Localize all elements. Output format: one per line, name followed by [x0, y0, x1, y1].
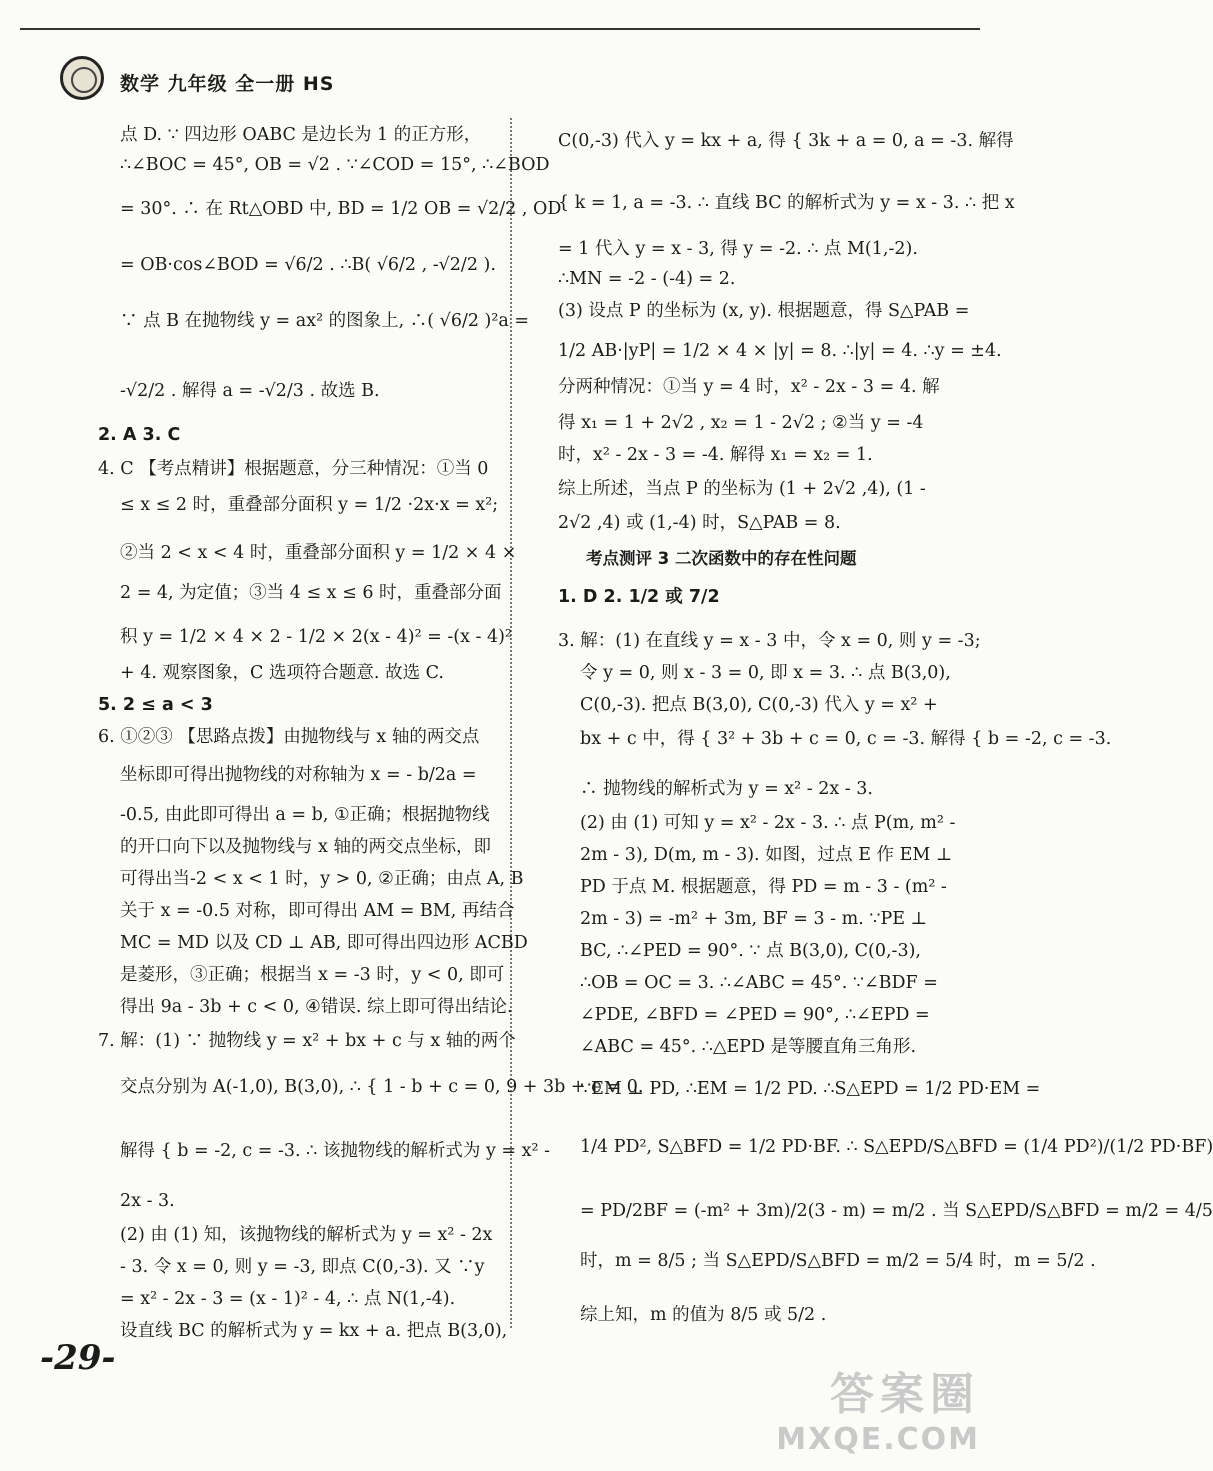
text-line: - 3. 令 x = 0, 则 y = -3, 即点 C(0,-3). 又 ∵y: [120, 1257, 485, 1277]
text-line: 设直线 BC 的解析式为 y = kx + a. 把点 B(3,0),: [120, 1321, 508, 1341]
publisher-logo-icon: [60, 56, 104, 100]
text-line: -0.5, 由此即可得出 a = b, ①正确；根据抛物线: [120, 805, 490, 825]
answer-line: 5. 2 ≤ a < 3: [98, 695, 213, 715]
text-line: 时，m = 8/5 ; 当 S△EPD/S△BFD = m/2 = 5/4 时，m = 5/2 .: [580, 1251, 1096, 1271]
answer-line: 3. 解：(1) 在直线 y = x - 3 中，令 x = 0, 则 y = -3;: [558, 631, 981, 651]
text-line: 分两种情况：①当 y = 4 时，x² - 2x - 3 = 4. 解: [558, 377, 940, 397]
watermark-line: 答案圈: [830, 1369, 980, 1420]
page-number: -29-: [40, 1338, 116, 1378]
text-line: 可得出当-2 < x < 1 时，y > 0, ②正确；由点 A, B: [120, 869, 524, 889]
text-line: 1/4 PD², S△BFD = 1/2 PD·BF. ∴ S△EPD/S△BFD = (1/4 PD²)/(1/2 PD·BF): [580, 1137, 1213, 1157]
text-line: = 30°. ∴ 在 Rt△OBD 中, BD = 1/2 OB = √2/2 , OD: [120, 199, 562, 219]
text-line: 积 y = 1/2 × 4 × 2 - 1/2 × 2(x - 4)² = -(x - 4)²: [120, 627, 512, 647]
text-line: ∠ABC = 45°. ∴△EPD 是等腰直角三角形.: [580, 1037, 917, 1057]
text-line: (2) 由 (1) 知，该抛物线的解析式为 y = x² - 2x: [120, 1225, 493, 1245]
section-title: 考点测评 3 二次函数中的存在性问题: [586, 549, 857, 568]
answer-line: 4. C 【考点精讲】根据题意，分三种情况：①当 0: [98, 459, 489, 479]
text-line: 时，x² - 2x - 3 = -4. 解得 x₁ = x₂ = 1.: [558, 445, 873, 465]
page-header: [62, 62, 334, 102]
text-line: ∵ 点 B 在抛物线 y = ax² 的图象上, ∴( √6/2 )²a =: [120, 311, 530, 331]
answer-line: 1. D 2. 1/2 或 7/2: [558, 587, 720, 607]
text-line: 综上知，m 的值为 8/5 或 5/2 .: [580, 1305, 827, 1325]
text-line: 2√2 ,4) 或 (1,-4) 时，S△PAB = 8.: [558, 513, 841, 533]
answer-line: 7. 解：(1) ∵ 抛物线 y = x² + bx + c 与 x 轴的两个: [98, 1031, 516, 1051]
site-watermark: [776, 1358, 980, 1457]
text-line: BC, ∴∠PED = 90°. ∵ 点 B(3,0), C(0,-3),: [580, 941, 921, 961]
text-line: 令 y = 0, 则 x - 3 = 0, 即 x = 3. ∴ 点 B(3,0),: [580, 663, 951, 683]
text-line: = PD/2BF = (-m² + 3m)/2(3 - m) = m/2 . 当 S△EPD/S△BFD = m/2 = 4/5: [580, 1201, 1213, 1221]
text-line: -√2/2 . 解得 a = -√2/3 . 故选 B.: [120, 381, 380, 401]
text-line: 2m - 3) = -m² + 3m, BF = 3 - m. ∵PE ⊥: [580, 909, 928, 929]
text-line: (3) 设点 P 的坐标为 (x, y). 根据题意，得 S△PAB =: [558, 301, 970, 321]
text-line: (2) 由 (1) 可知 y = x² - 2x - 3. ∴ 点 P(m, m² -: [580, 813, 956, 833]
text-line: 综上所述，当点 P 的坐标为 (1 + 2√2 ,4), (1 -: [558, 479, 926, 499]
text-line: 的开口向下以及抛物线与 x 轴的两交点坐标，即: [120, 837, 491, 857]
text-line: C(0,-3) 代入 y = kx + a, 得 { 3k + a = 0, a = -3. 解得: [558, 131, 1014, 151]
watermark-url: MXQE.COM: [776, 1422, 980, 1457]
text-line: 交点分别为 A(-1,0), B(3,0), ∴ { 1 - b + c = 0, 9 + 3b + c = 0.: [120, 1077, 644, 1097]
text-line: ∠PDE, ∠BFD = ∠PED = 90°, ∴∠EPD =: [580, 1005, 930, 1025]
text-line: 解得 { b = -2, c = -3. ∴ 该抛物线的解析式为 y = x² -: [120, 1141, 550, 1161]
text-line: ∴ 抛物线的解析式为 y = x² - 2x - 3.: [580, 779, 873, 799]
text-line: 坐标即可得出抛物线的对称轴为 x = - b/2a =: [120, 765, 477, 785]
text-line: ≤ x ≤ 2 时，重叠部分面积 y = 1/2 ·2x·x = x²;: [120, 495, 499, 515]
text-line: ∴OB = OC = 3. ∴∠ABC = 45°. ∵∠BDF =: [580, 973, 938, 993]
header-title: 数学 九年级 全一册 HS: [120, 72, 335, 95]
text-line: 得 x₁ = 1 + 2√2 , x₂ = 1 - 2√2 ; ②当 y = -4: [558, 413, 924, 433]
text-line: MC = MD 以及 CD ⊥ AB, 即可得出四边形 ACBD: [120, 933, 528, 953]
text-line: 2x - 3.: [120, 1191, 175, 1211]
text-line: ∴∠BOC = 45°, OB = √2 . ∵∠COD = 15°, ∴∠BOD: [120, 155, 550, 175]
text-line: 1/2 AB·|yP| = 1/2 × 4 × |y| = 8. ∴|y| = 4. ∴y = ±4.: [558, 341, 1002, 361]
text-line: C(0,-3). 把点 B(3,0), C(0,-3) 代入 y = x² +: [580, 695, 938, 715]
text-line: { k = 1, a = -3. ∴ 直线 BC 的解析式为 y = x - 3. ∴ 把 x: [558, 193, 1015, 213]
top-rule: [20, 28, 980, 30]
text-line: = x² - 2x - 3 = (x - 1)² - 4, ∴ 点 N(1,-4).: [120, 1289, 456, 1309]
text-line: ∵EM ⊥ PD, ∴EM = 1/2 PD. ∴S△EPD = 1/2 PD·EM =: [580, 1079, 1041, 1099]
text-line: 2 = 4, 为定值；③当 4 ≤ x ≤ 6 时，重叠部分面: [120, 583, 502, 603]
text-line: = OB·cos∠BOD = √6/2 . ∴B( √6/2 , -√2/2 ).: [120, 255, 496, 275]
text-line: 关于 x = -0.5 对称，即可得出 AM = BM, 再结合: [120, 901, 515, 921]
text-line: ②当 2 < x < 4 时，重叠部分面积 y = 1/2 × 4 ×: [120, 543, 517, 563]
text-line: 2m - 3), D(m, m - 3). 如图，过点 E 作 EM ⊥: [580, 845, 953, 865]
answer-line: 6. ①②③ 【思路点拨】由抛物线与 x 轴的两交点: [98, 727, 480, 747]
text-line: 点 D. ∵ 四边形 OABC 是边长为 1 的正方形，: [120, 125, 482, 145]
text-line: ∴MN = -2 - (-4) = 2.: [558, 269, 736, 289]
text-line: PD 于点 M. 根据题意，得 PD = m - 3 - (m² -: [580, 877, 947, 897]
text-line: 得出 9a - 3b + c < 0, ④错误. 综上即可得出结论.: [120, 997, 513, 1017]
text-line: = 1 代入 y = x - 3, 得 y = -2. ∴ 点 M(1,-2).: [558, 239, 918, 259]
text-line: + 4. 观察图象，C 选项符合题意. 故选 C.: [120, 663, 444, 683]
answer-line: 2. A 3. C: [98, 425, 181, 445]
text-line: bx + c 中，得 { 3² + 3b + c = 0, c = -3. 解得 { b = -2, c = -3.: [580, 729, 1112, 749]
text-line: 是菱形，③正确；根据当 x = -3 时，y < 0, 即可: [120, 965, 505, 985]
